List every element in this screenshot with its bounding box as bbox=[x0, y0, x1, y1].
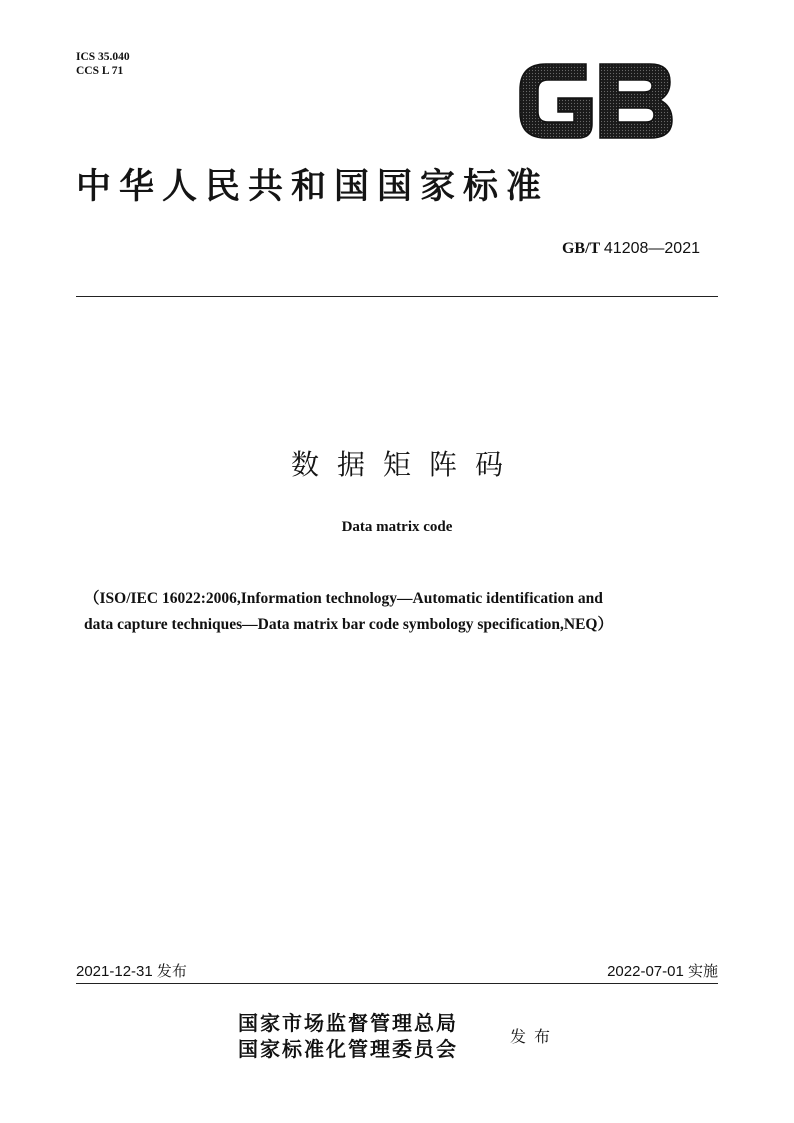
classification-codes bbox=[76, 50, 130, 78]
standard-code: 41208—2021 bbox=[603, 240, 700, 257]
bottom-divider bbox=[76, 983, 718, 984]
ccs-code: CCS L 71 bbox=[76, 65, 124, 77]
equivalence-line-2: data capture techniques—Data matrix bar code symbology specification,NEQ） bbox=[84, 616, 613, 633]
org-title: 中华人民共和国国家标准 bbox=[76, 167, 550, 207]
publish-label: 发布 bbox=[510, 1027, 559, 1046]
standard-prefix: GB/T bbox=[561, 240, 600, 257]
top-divider bbox=[76, 296, 718, 297]
issuing-authorities bbox=[238, 1010, 458, 1062]
equivalence-note bbox=[84, 586, 714, 638]
issuer-samr: 国家市场监督管理总局 bbox=[238, 1011, 458, 1035]
gb-logo bbox=[516, 60, 676, 142]
title-chinese: 数据矩阵码 bbox=[290, 448, 521, 481]
equivalence-line-1: （ISO/IEC 16022:2006,Information technology—Automatic identification and bbox=[84, 590, 603, 607]
title-english: Data matrix code bbox=[341, 519, 453, 535]
ics-code: ICS 35.040 bbox=[76, 51, 130, 63]
standard-number bbox=[562, 240, 700, 258]
issue-date: 2021-12-31 发布 bbox=[76, 963, 187, 980]
issuer-sac: 国家标准化管理委员会 bbox=[238, 1037, 458, 1061]
implementation-date: 2022-07-01 实施 bbox=[607, 963, 718, 980]
